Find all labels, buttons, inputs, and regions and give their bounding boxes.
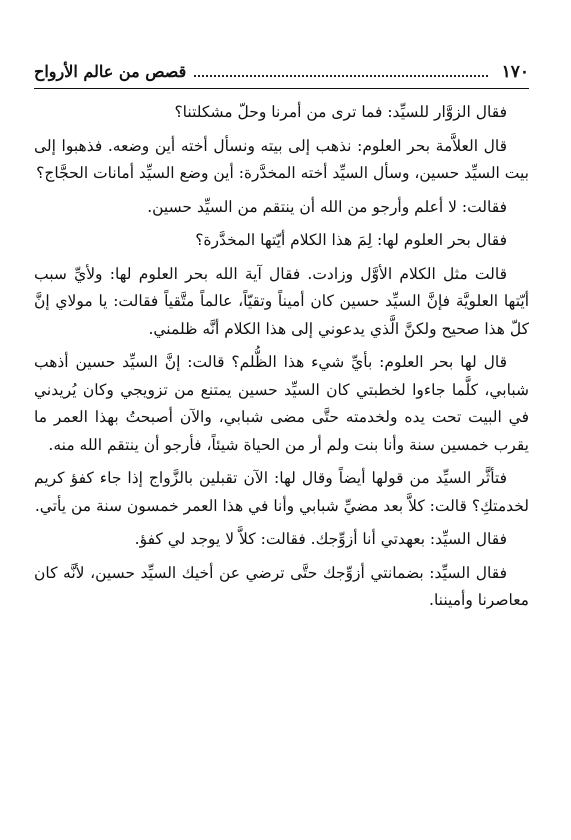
book-page bbox=[34, 58, 529, 621]
paragraph: فقال السيِّد: بضمانتي أزوِّجك حتَّى ترضي عن أخيك السيِّد حسين، لأنَّه كان معاصرنا وأميننا. bbox=[34, 563, 529, 609]
paragraph: فقال بحر العلوم لها: لِمَ هذا الكلام أيّتها المخدَّرة؟ bbox=[195, 231, 507, 249]
paragraph: فقال الزوَّار للسيِّد: فما ترى من أمرنا وحلّ مشكلتنا؟ bbox=[174, 103, 507, 121]
paragraph: فتأثَّر السيِّد من قولها أيضاً وقال لها: الآن تقبلين بالزَّواج إذا جاء كفؤ كريم لخدمتكِ؟ قالت: كلاَّ بعد مضيِّ شبابي وأنا في هذا العمر خمسون سنة من يأتي. bbox=[34, 469, 529, 515]
header-rule bbox=[34, 88, 529, 89]
header-dot-leader bbox=[194, 75, 487, 77]
page-number: ١٧٠ bbox=[501, 62, 529, 82]
paragraph: فقال السيِّد: بعهدتي أنا أزوِّجك. فقالت: كلاَّ لا يوجد لي كفؤ. bbox=[134, 530, 507, 548]
paragraph: قال لها بحر العلوم: بأيِّ شيء هذا الظُّلم؟ قالت: إنَّ السيِّد حسين أذهب شبابي، كلَّما جاءوا لخطبتي كان السيِّد حسين يمتنع من تزويجي وكان يُريدني في البيت تحت يده ولخدمته حتَّى مضى شبابي، والآن أصبحتُ بهذا العمر ما يقرب خمسين سنة وأنا بنت ولم أر من الحياة شيئاً، فأرجو أن ينتقم الله منه. bbox=[34, 353, 529, 454]
book-title: قصص من عالم الأرواح bbox=[34, 62, 187, 81]
paragraph: قالت مثل الكلام الأوَّل وزادت. فقال آية الله بحر العلوم لها: ولأيِّ سبب أيّتها العلويَّة فإنَّ السيِّد حسين كان أميناً وتقيّاً، عالماً متَّقياً فقالت: يا مولاي إنَّ كلّ هذا صحيح ولكنَّ الَّذي يدعوني إلى هذا الكلام أنَّه ظلمني. bbox=[34, 264, 529, 338]
paragraph: قال العلاَّمة بحر العلوم: نذهب إلى بيته ونسأل أخته أين وضعه. فذهبوا إلى بيت السيِّد حسين، وسأل السيِّد أخته المخدَّرة: أين وضع السيِّد أمانات الحجَّاج؟ bbox=[34, 136, 529, 182]
paragraph: فقالت: لا أعلم وأرجو من الله أن ينتقم من السيِّد حسين. bbox=[147, 197, 507, 216]
running-header bbox=[34, 58, 529, 86]
